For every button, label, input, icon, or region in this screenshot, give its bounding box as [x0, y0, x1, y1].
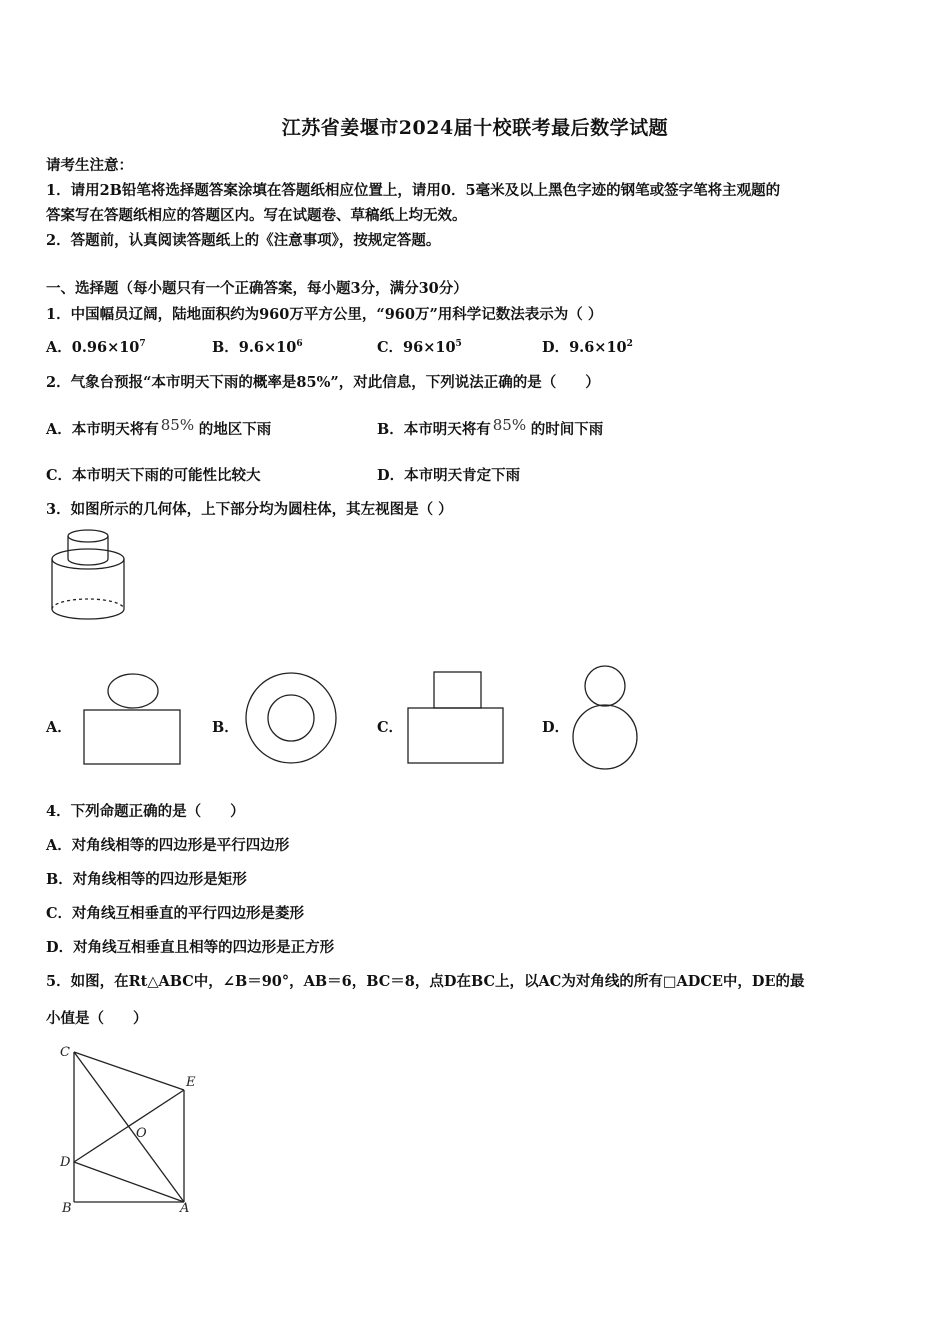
q1-option-b: B．$9.6\times 10^6$	[212, 339, 303, 356]
q4-option-a: A．对角线相等的四边形是平行四边形	[46, 837, 290, 854]
q5-stem: 5．如图，在Rt△ABC中，∠B＝90°，AB＝6，BC＝8，点D在BC上，以AC为对角线的所有□ADCE中，DE的最	[46, 973, 805, 990]
label-a: A	[180, 1201, 190, 1216]
label-d: D	[60, 1155, 71, 1170]
notice-line-2: 2．答题前，认真阅读答题纸上的《注意事项》，按规定答题。	[46, 232, 441, 249]
q3-option-c-label: C．	[377, 719, 404, 736]
notice-line-1b: 答案写在答题纸相应的答题区内。写在试题卷、草稿纸上均无效。	[46, 207, 467, 224]
q1-option-d: D．$9.6\times 10^2$	[542, 339, 633, 356]
q2-option-b: B．本市明天将有 85% 的时间下雨	[377, 416, 604, 438]
q1-stem: 1．中国幅员辽阔，陆地面积约为960万平方公里，“960万”用科学记数法表示为（ ）	[46, 306, 603, 323]
q4-option-d: D．对角线互相垂直且相等的四边形是正方形	[46, 939, 335, 956]
q4-stem: 4．下列命题正确的是（ ）	[46, 803, 245, 820]
q3-solid-figure	[48, 527, 138, 627]
section-heading: 一、选择题（每小题只有一个正确答案，每小题3分，满分30分）	[46, 280, 468, 297]
label-o: O	[136, 1126, 147, 1141]
q3-option-b-label: B．	[212, 719, 239, 736]
q2-option-d: D．本市明天肯定下雨	[377, 467, 521, 484]
notice-line-1: 1．请用2B铅笔将选择题答案涂填在答题纸相应位置上，请用0．5毫米及以上黑色字迹的钢笔或签字笔将主观题的	[46, 182, 781, 199]
label-b: B	[62, 1201, 72, 1216]
q1-option-c: C．$96\times 10^5$	[377, 339, 462, 356]
q4-option-c: C．对角线互相垂直的平行四边形是菱形	[46, 905, 305, 922]
q2-option-c: C．本市明天下雨的可能性比较大	[46, 467, 261, 484]
notice-heading: 请考生注意：	[46, 157, 133, 174]
q2-option-a: A．本市明天将有 85% 的地区下雨	[46, 416, 272, 438]
label-e: E	[186, 1075, 196, 1090]
q3-option-a-figure	[82, 670, 192, 770]
q3-stem: 3．如图所示的几何体，上下部分均为圆柱体，其左视图是（ ）	[46, 501, 453, 518]
q3-option-c-figure	[406, 670, 506, 770]
q5-geometry-figure	[56, 1040, 216, 1220]
q3-option-b-figure	[244, 670, 344, 770]
q5-stem-cont: 小值是（ ）	[46, 1010, 148, 1027]
q4-option-b: B．对角线相等的四边形是矩形	[46, 871, 247, 888]
q3-option-d-figure	[570, 664, 650, 774]
q3-option-d-label: D．	[542, 719, 570, 736]
label-c: C	[60, 1045, 70, 1060]
q2-stem: 2．气象台预报“本市明天下雨的概率是85%”，对此信息，下列说法正确的是（ ）	[46, 374, 600, 391]
q1-option-a: A．$0.96\times 10^7$	[46, 339, 146, 356]
page-title: 江苏省姜堰市2024届十校联考最后数学试题	[281, 117, 669, 139]
q3-option-a-label: A．	[46, 719, 72, 736]
